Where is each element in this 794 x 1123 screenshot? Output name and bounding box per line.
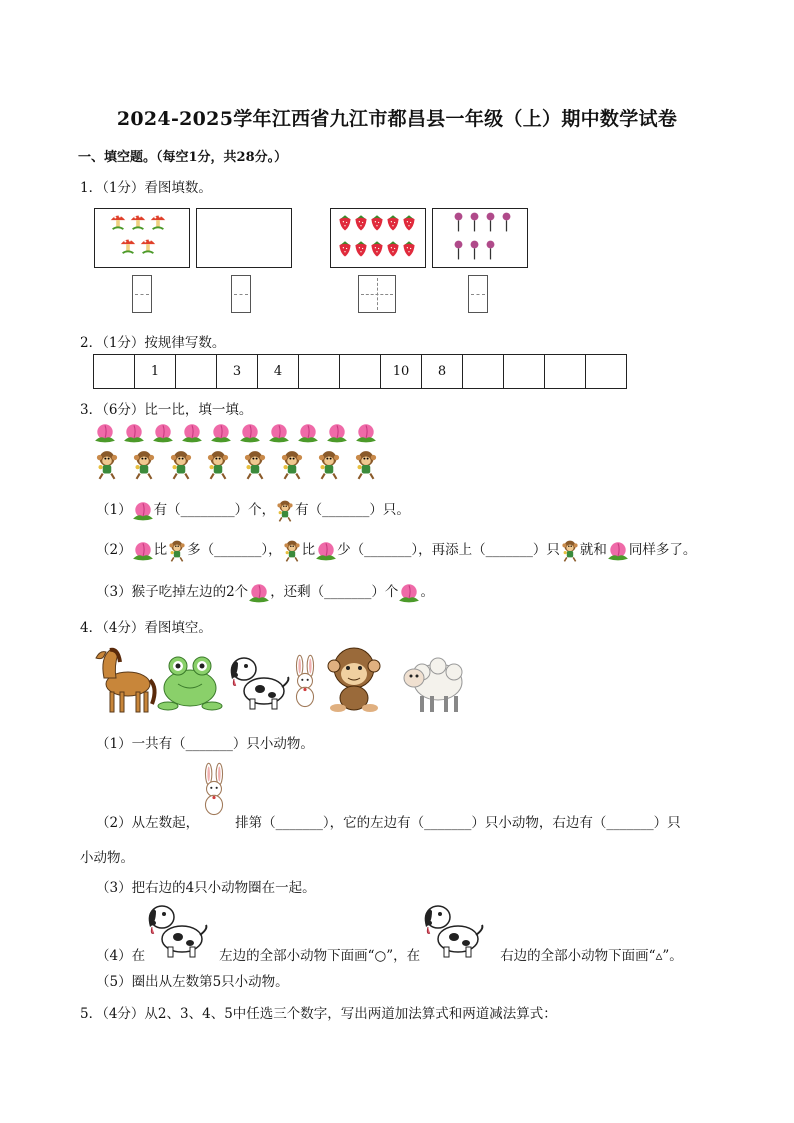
answer-box-3[interactable] bbox=[358, 275, 396, 313]
mushroom-icon-group bbox=[95, 209, 189, 267]
q4-sub-4-text: （4）在 bbox=[96, 948, 146, 964]
sub-number: （2） bbox=[96, 542, 132, 558]
lollipop-icon-group bbox=[433, 209, 527, 267]
sequence-cell[interactable] bbox=[176, 355, 217, 389]
q3-sub-2-text: 就和 bbox=[579, 542, 607, 558]
question-1-label: 1．（1分）看图填数。 bbox=[80, 180, 212, 196]
question-2-label: 2．（1分）按规律写数。 bbox=[80, 335, 226, 351]
monkey-icon-row bbox=[92, 448, 392, 482]
q4-sub-2-text: 排第（_______），它的左边有（_______）只小动物，右边有（_______）只 bbox=[235, 815, 681, 831]
q4-sub-4-text: 左边的全部小动物下面画“○”，在 bbox=[219, 948, 421, 964]
q4-sub-2-continued: 小动物。 bbox=[80, 850, 134, 866]
q4-sub-2 bbox=[96, 811, 681, 831]
peach-icon bbox=[315, 540, 337, 562]
q3-sub-1-text-b: 有（_______）只。 bbox=[295, 502, 410, 518]
q3-sub-2-text: 比 bbox=[301, 542, 316, 558]
q3-sub-2-text: 比 bbox=[153, 542, 168, 558]
rabbit-icon bbox=[198, 762, 230, 818]
peach-icon bbox=[132, 540, 154, 562]
monkey-icon bbox=[560, 539, 580, 563]
sequence-cell[interactable] bbox=[299, 355, 340, 389]
q1-picture-strawberries bbox=[330, 208, 426, 268]
sequence-cell: 8 bbox=[422, 355, 463, 389]
q1-picture-empty bbox=[196, 208, 292, 268]
q4-sub-3: （3）把右边的4只小动物圈在一起。 bbox=[96, 880, 316, 896]
monkey-icon bbox=[275, 499, 295, 523]
rabbit-icon bbox=[296, 655, 313, 706]
section-heading: 一、填空题。（每空1分，共28分。） bbox=[78, 150, 288, 165]
q4-sub-4 bbox=[96, 944, 683, 964]
q4-sub-2-text: （2）从左数起， bbox=[96, 815, 200, 831]
question-5-label: 5．（4分）从2、3、4、5中任选三个数字，写出两道加法算式和两道减法算式： bbox=[80, 1006, 557, 1022]
sequence-cell: 3 bbox=[217, 355, 258, 389]
q4-sub-4-text: 右边的全部小动物下面画“▵”。 bbox=[500, 948, 683, 964]
dog-icon bbox=[231, 658, 289, 709]
sub-number: （1） bbox=[96, 502, 132, 518]
monkey-icon bbox=[282, 539, 302, 563]
q1-picture-mushrooms bbox=[94, 208, 190, 268]
page-title: 2024-2025学年江西省九江市都昌县一年级（上）期中数学试卷 bbox=[116, 108, 678, 130]
q3-sub-2-text: 多（_______）， bbox=[187, 542, 282, 558]
sequence-cell[interactable] bbox=[504, 355, 545, 389]
sequence-cell: 4 bbox=[258, 355, 299, 389]
peach-icon bbox=[248, 582, 270, 604]
sheep-icon bbox=[404, 658, 462, 712]
q3-sub-2-text: 同样多了。 bbox=[628, 542, 697, 558]
strawberry-icon-group bbox=[331, 209, 425, 267]
sequence-cell[interactable] bbox=[463, 355, 504, 389]
q3-sub-3-text: 。 bbox=[420, 584, 434, 600]
sequence-cell[interactable] bbox=[586, 355, 627, 389]
q4-sub-1: （1）一共有（_______）只小动物。 bbox=[96, 736, 314, 752]
q4-sub-5: （5）圈出从左数第5只小动物。 bbox=[96, 974, 289, 990]
sequence-cell[interactable] bbox=[545, 355, 586, 389]
monkey-icon bbox=[328, 648, 380, 712]
sequence-cell[interactable] bbox=[94, 355, 135, 389]
frog-icon bbox=[158, 657, 222, 710]
peach-icon bbox=[132, 500, 154, 522]
sequence-cell: 1 bbox=[135, 355, 176, 389]
monkey-icon bbox=[167, 539, 187, 563]
answer-box-4[interactable] bbox=[468, 275, 488, 313]
answer-box-2[interactable] bbox=[231, 275, 251, 313]
peach-icon bbox=[398, 582, 420, 604]
question-3-label: 3．（6分）比一比，填一填。 bbox=[80, 402, 253, 418]
q3-sub-3-text: （3）猴子吃掉左边的2个 bbox=[96, 584, 249, 600]
sequence-cell[interactable] bbox=[340, 355, 381, 389]
q3-sub-2 bbox=[96, 538, 696, 563]
sequence-table bbox=[93, 354, 627, 389]
q3-sub-3 bbox=[96, 580, 434, 604]
q3-sub-2-text: 少（_______），再添上（_______）只 bbox=[337, 542, 560, 558]
sequence-cell: 10 bbox=[381, 355, 422, 389]
peach-icon-row bbox=[92, 420, 392, 446]
horse-icon bbox=[96, 650, 155, 712]
q3-sub-1 bbox=[96, 498, 410, 523]
answer-box-1[interactable] bbox=[132, 275, 152, 313]
q3-sub-3-text: ，还剩（_______）个 bbox=[270, 584, 399, 600]
q1-picture-lollipops bbox=[432, 208, 528, 268]
animal-row bbox=[92, 644, 472, 718]
peach-icon bbox=[607, 540, 629, 562]
question-4-label: 4．（4分）看图填空。 bbox=[80, 620, 212, 636]
q3-sub-1-text-a: 有（________）个， bbox=[153, 502, 276, 518]
